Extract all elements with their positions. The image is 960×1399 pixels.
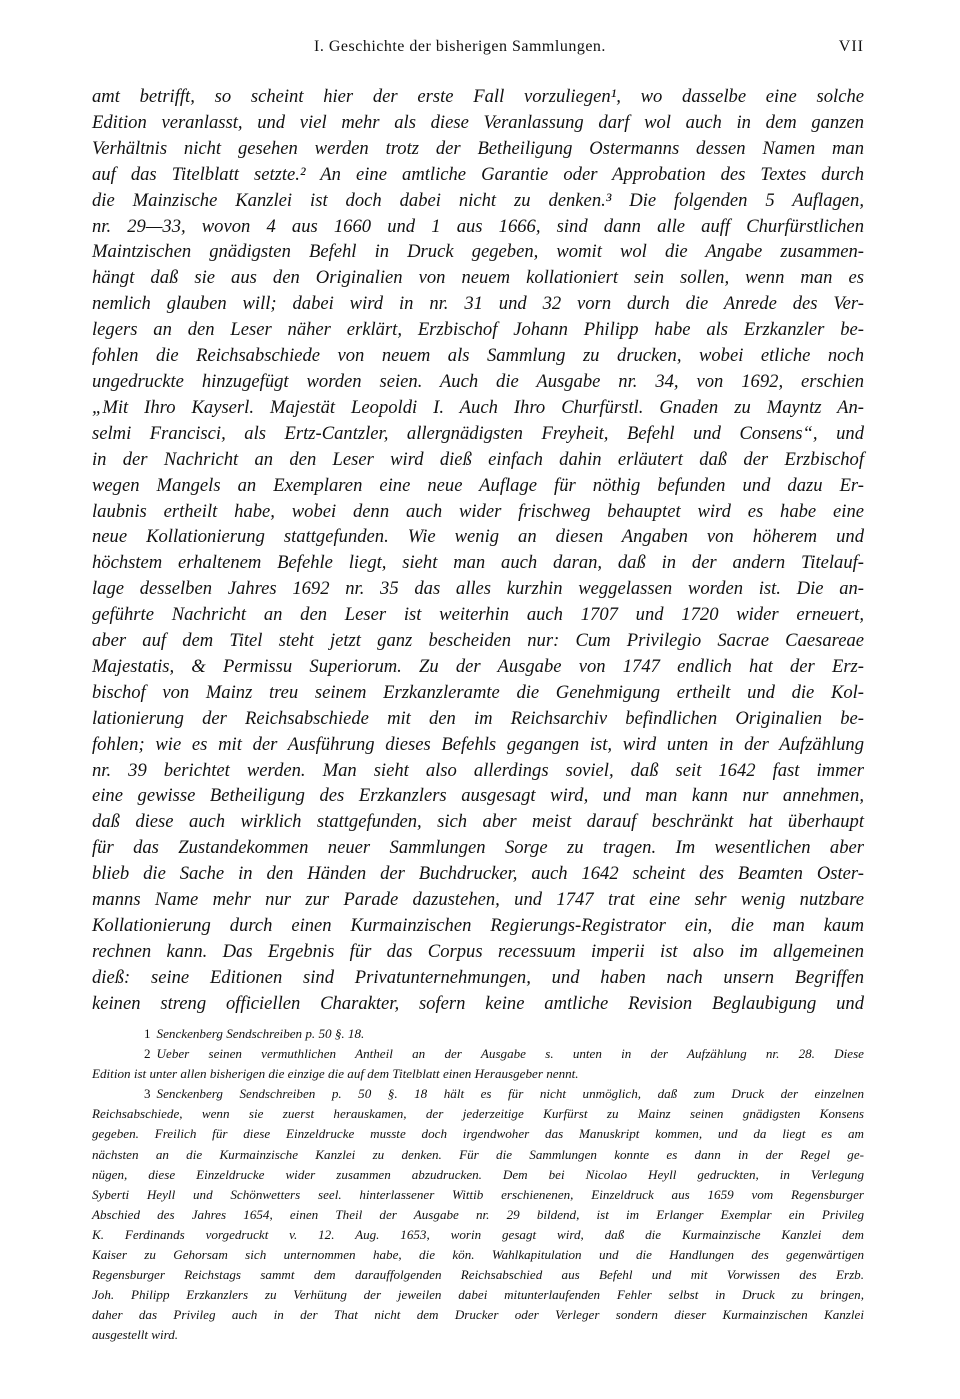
footnote-marker: 3 (144, 1086, 151, 1102)
main-text (92, 84, 864, 1017)
text-line: Maintzischen gnädigsten Befehl in Druck gegeben, womit wol die Angabe zusammen- (92, 241, 864, 263)
text-line: höchstem erhaltenem Befehle liegt, sieht man auch daran, daß in der andern Titelauf- (92, 552, 864, 574)
footnote-line: Edition ist unter allen bisherigen die einzige die auf dem Titelblatt einen Herausgeber nennt. (92, 1066, 579, 1082)
text-line: in der Nachricht an den Leser wird dieß einfach dahin erläutert daß der Erzbischof (92, 448, 864, 470)
text-line: manns Name mehr nur zur Parade dazustehen, und 1747 trat eine sehr wenig nutzbare (92, 889, 864, 911)
text-line: daß diese auch wirklich stattgefunden, sich aber meist darauf beschränkt hat überhaupt (92, 811, 864, 833)
text-line: lage desselben Jahres 1692 nr. 35 das alles kurzhin weggelassen worden ist. Die an- (92, 578, 864, 600)
footnotes (92, 1024, 864, 1346)
text-line: bischof von Mainz treu seinem Erzkanzleramte die Genehmigung ertheilt und die Kol- (92, 681, 864, 703)
footnote-line (92, 1084, 864, 1104)
footnote-line: Kaiser zu Gehorsam sich unternommen habe, die kön. Wahlkapitulation und die Handlungen des gegenwärtigen (92, 1247, 864, 1263)
text-line: selmi Francisci, als Ertz-Cantzler, allergnädigsten Freyheit, Befehl und Consens“, und (92, 422, 864, 444)
footnote-2 (92, 1044, 864, 1084)
text-line: amt betrifft, so scheint hier der erste Fall vorzuliegen¹, wo dasselbe eine solche (92, 86, 864, 107)
footnote-line: Abschied des Jahres 1654, einen Theil der Ausgabe nr. 29 bildend, ist im Erlanger Exemplar ein Privileg (92, 1206, 864, 1222)
text-line: nr. 29—33, wovon 4 aus 1660 und 1 aus 1666, sind dann alle auff Churfürstlichen (92, 215, 864, 237)
footnote-text: Senckenberg Sendschreiben p. 50 §. 18. (156, 1026, 365, 1041)
text-line: dieß: seine Editionen sind Privatunternehmungen, und haben nach unsern Begriffen (92, 966, 864, 988)
footnote-line (92, 1044, 864, 1064)
text-line: lationierung der Reichsabschiede mit den im Reichsarchiv befindlichen Originalien be- (92, 707, 864, 729)
text-line: laubnis ertheilt habe, wobei denn auch wider frischweg behauptet wird es habe eine (92, 500, 864, 522)
footnote-line: Syberti Heyll und Schönwetters seel. hinterlassener Wittib erschienenen, Einzeldruck aus 1659 vom Regensburger (92, 1186, 864, 1202)
footnote-marker: 1 (144, 1026, 151, 1041)
footnote-marker: 2 (144, 1046, 151, 1062)
text-line: fohlen; wie es mit der Ausführung dieses Befehls gegangen ist, wird unten in der Aufzählung (92, 733, 864, 755)
text-line: fohlen die Reichsabschiede von neuem als Sammlung zu drucken, wobei etliche noch (92, 345, 864, 367)
footnote-1 (92, 1024, 864, 1044)
footnote-text: Senckenberg Sendschreiben p. 50 §. 18 hält es für nicht unmöglich, daß zum Druck der einzelnen (156, 1086, 864, 1102)
footnote-text: Ueber seinen vermuthlichen Antheil an der Ausgabe s. unten in der Aufzählung nr. 28. Diese (156, 1046, 864, 1062)
footnote-line: Reichsabschiede, wenn sie zuerst herauskamen, der jederzeitige Kurfürst zu Mainz seinen gnädigsten Konsens (92, 1106, 864, 1122)
text-line: auf das Titelblatt setzte.² An eine amtliche Garantie oder Approbation des Textes durch (92, 163, 864, 185)
text-line: hängt daß sie aus den Originalien von neuem kollationiert sein sollen, wenn man es (92, 267, 864, 289)
text-line: eine gewisse Betheiligung des Erzkanzlers ausgesagt wird, und man kann nur annehmen, (92, 785, 864, 807)
text-line: die Mainzische Kanzlei ist doch dabei nicht zu denken.³ Die folgenden 5 Auflagen, (92, 189, 864, 211)
footnote-3 (92, 1084, 864, 1345)
footnote-line: ausgestellt wird. (92, 1327, 179, 1343)
footnote-line (92, 1024, 864, 1044)
text-line: aber auf dem Titel steht jetzt ganz bescheiden nur: Cum Privilegio Sacrae Caesareae (92, 630, 864, 652)
text-line: Verhältnis nicht gesehen werden trotz der Betheiligung Ostermanns dessen Namen man (92, 137, 864, 159)
text-line: für das Zustandekommen neuer Sammlungen Sorge zu tragen. Im wesentlichen aber (92, 837, 864, 859)
text-line: ungedruckte hinzugefügt worden seien. Auch die Ausgabe nr. 34, von 1692, erschien (92, 370, 864, 392)
text-line: wegen Mangels an Exemplaren eine neue Auflage für nöthig befunden und dazu Er- (92, 474, 864, 496)
text-line: Edition veranlasst, und viel mehr als diese Veranlassung darf wol auch in dem ganzen (92, 111, 864, 133)
page-number: VII (838, 38, 864, 55)
text-line: „Mit Ihro Kayserl. Majestät Leopoldi I. Auch Ihro Churfürstl. Gnaden zu Mayntz An- (92, 396, 864, 418)
text-line: blieb die Sache in den Händen der Buchdrucker, auch 1642 scheint des Beamten Oster- (92, 863, 864, 885)
footnote-line: nügen, diese Einzeldrucke wider zusammen abzudrucken. Dem bei Nicolao Heyll gedruckten, in Verlegung (92, 1166, 864, 1182)
footnote-line: daher das Privileg auch in der That nicht dem Drucker oder Verleger sondern dieser Kurmainzischen Kanzlei (92, 1307, 864, 1323)
text-line: rechnen kann. Das Ergebnis für das Corpus recessuum imperii ist also im allgemeinen (92, 940, 864, 962)
footnote-line: nächsten an die Kurmainzische Kanzlei zu denken. Für die Sammlungen konnte es dann in der Regel ge- (92, 1146, 864, 1162)
footnote-line: gegeben. Freilich für diese Einzeldrucke musste doch irgendwoher das Manuskript kommen, und da liegt es am (92, 1126, 864, 1142)
text-line: Kollationierung durch einen Kurmainzischen Regierungs-Registrator ein, die man kaum (92, 915, 864, 936)
text-line: keinen streng officiellen Charakter, sofern keine amtliche Revision Beglaubigung und (92, 992, 864, 1014)
running-title: I. Geschichte der bisherigen Sammlungen. (314, 38, 606, 55)
running-header (92, 38, 864, 64)
text-line: nr. 39 berichtet werden. Man sieht also allerdings soviel, daß seit 1642 fast immer (92, 759, 864, 781)
text-line: Majestatis, & Permissu Superiorum. Zu der Ausgabe von 1747 endlich hat der Erz- (92, 655, 864, 677)
text-line: legers an den Leser näher erklärt, Erzbischof Johann Philipp habe als Erzkanzler be- (92, 319, 864, 341)
footnote-line: Joh. Philipp Erzkanzlers zu Verhütung der jeweilen dabei mitunterlaufenden Fehler selbst in Druck zu bringen, (92, 1287, 864, 1303)
footnote-line: K. Ferdinands vorgedruckt v. 12. Aug. 1653, worin gesagt wird, daß die Kurmainzische Kanzlei dem (92, 1226, 864, 1242)
text-line: neue Kollationierung stattgefunden. Wie wenig an diesen Angaben von höherem und (92, 526, 864, 548)
text-line: nemlich glauben will; dabei wird in nr. 31 und 32 vorn durch die Anrede des Ver- (92, 293, 864, 315)
text-line: geführte Nachricht an den Leser ist weiterhin auch 1707 und 1720 wider erneuert, (92, 604, 864, 626)
footnote-line: Regensburger Reichstags sammt dem darauffolgenden Reichsabschied aus Befehl und mit Vorwissen des Erzb. (92, 1267, 864, 1283)
